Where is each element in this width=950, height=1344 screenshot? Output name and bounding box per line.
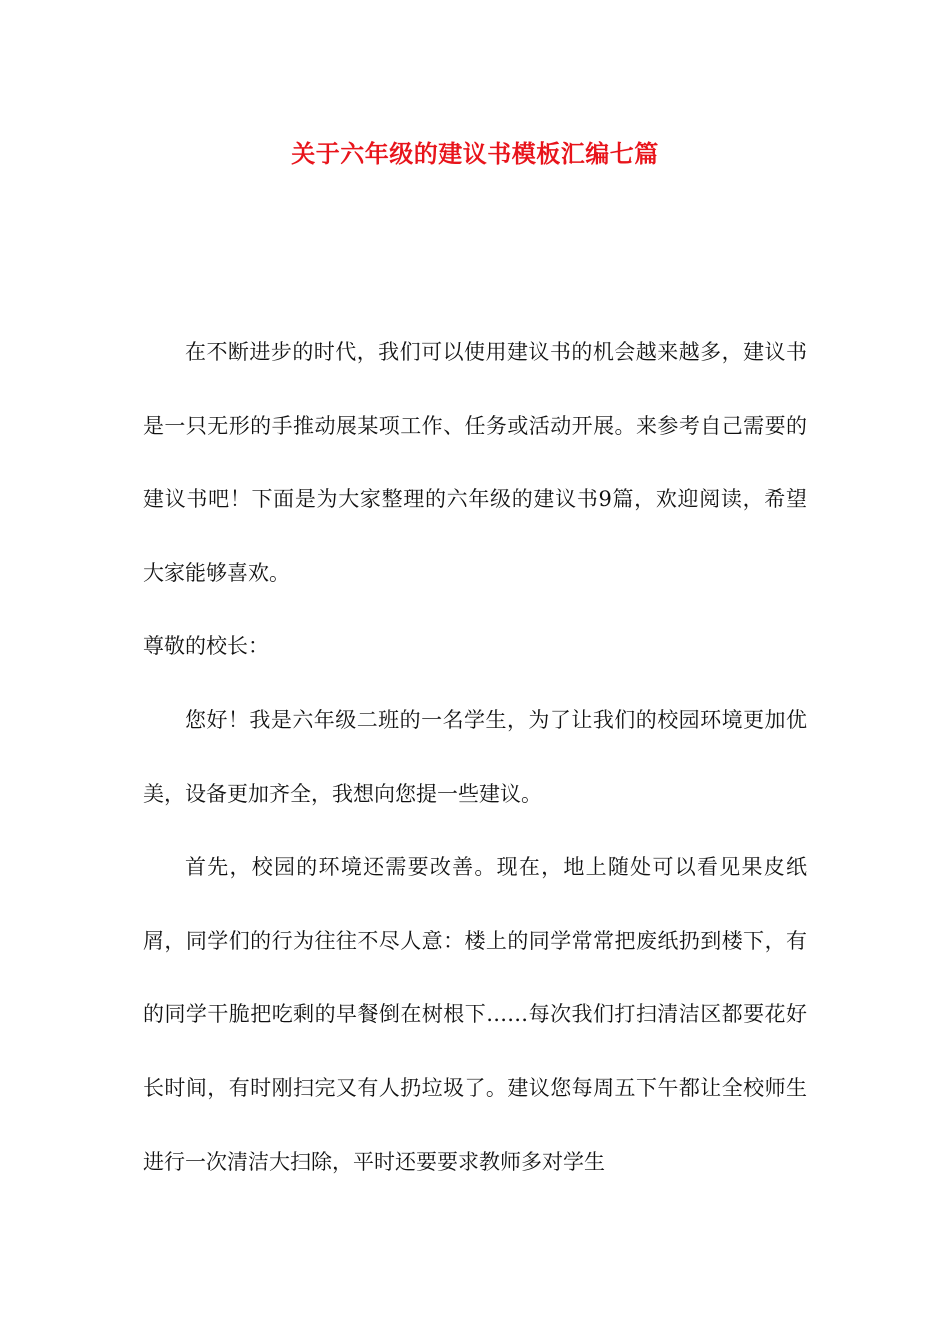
greeting-paragraph: 您好！我是六年级二班的一名学生，为了让我们的校园环境更加优美，设备更加齐全，我想向您提一些建议。 bbox=[143, 707, 807, 806]
document-title: 关于六年级的建议书模板汇编七篇 bbox=[291, 139, 659, 168]
intro-paragraph: 在不断进步的时代，我们可以使用建议书的机会越来越多，建议书是一只无形的手推动展某项工作、任务或活动开展。来参考自己需要的建议书吧！下面是为大家整理的六年级的建议书9篇，欢迎阅读，希望大家能够喜欢。 bbox=[143, 340, 807, 585]
document-body bbox=[143, 316, 807, 1199]
first-suggestion-paragraph: 首先，校园的环境还需要改善。现在，地上随处可以看见果皮纸屑，同学们的行为往往不尽人意：楼上的同学常常把废纸扔到楼下，有的同学干脆把吃剩的早餐倒在树根下……每次我们打扫清洁区都要花好长时间，有时刚扫完又有人扔垃圾了。建议您每周五下午都让全校师生进行一次清洁大扫除，平时还要要求教师多对学生 bbox=[143, 855, 807, 1174]
salutation: 尊敬的校长： bbox=[143, 634, 269, 659]
